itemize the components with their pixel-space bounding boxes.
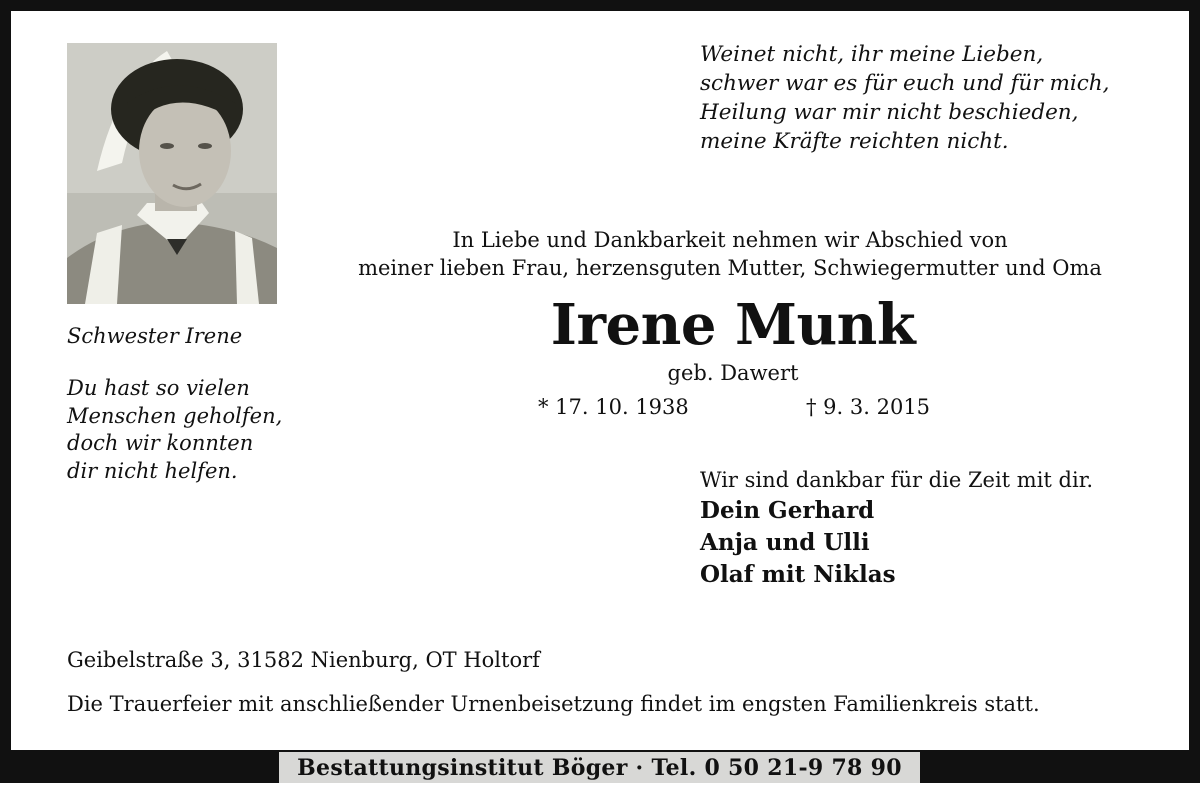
farewell-intro [300, 226, 1160, 282]
poem-line: Menschen geholfen, [67, 403, 283, 428]
intro-line: meiner lieben Frau, herzensguten Mutter, Schwiegermutter und Oma [358, 256, 1102, 280]
poem-line: Heilung war mir nicht beschieden, [700, 100, 1079, 125]
funeral-home-contact: Bestattungsinstitut Böger · Tel. 0 50 21-9 78 90 [279, 752, 920, 783]
mourners-list [700, 495, 896, 591]
death-date: † 9. 3. 2015 [806, 395, 931, 419]
deceased-name: Irene Munk [550, 292, 916, 358]
birth-name: geb. Dawert [667, 361, 799, 385]
intro-line: In Liebe und Dankbarkeit nehmen wir Abschied von [452, 228, 1008, 252]
poem-line: doch wir konnten [67, 431, 254, 455]
poem-left [67, 375, 282, 485]
birth-date: * 17. 10. 1938 [538, 395, 689, 419]
portrait-photo-icon [67, 43, 277, 304]
mourner-name: Anja und Ulli [700, 529, 870, 556]
poem-line: schwer war es für euch und für mich, [700, 71, 1110, 96]
thanks-line: Wir sind dankbar für die Zeit mit dir. [700, 468, 1094, 492]
family-address: Geibelstraße 3, 31582 Nienburg, OT Holtorf [67, 648, 540, 672]
mourner-name: Olaf mit Niklas [700, 561, 896, 588]
mourner-name: Dein Gerhard [700, 497, 875, 524]
poem-line: Weinet nicht, ihr meine Lieben, [700, 42, 1044, 67]
poem-line: meine Kräfte reichten nicht. [700, 129, 1009, 154]
portrait-photo [67, 43, 277, 304]
poem-line: dir nicht helfen. [67, 458, 238, 483]
ceremony-note: Die Trauerfeier mit anschließender Urnenbeisetzung findet im engsten Familienkreis statt. [67, 692, 1040, 716]
photo-caption: Schwester Irene [67, 324, 243, 348]
poem-line: Du hast so vielen [67, 376, 250, 400]
poem-right [700, 40, 1110, 156]
